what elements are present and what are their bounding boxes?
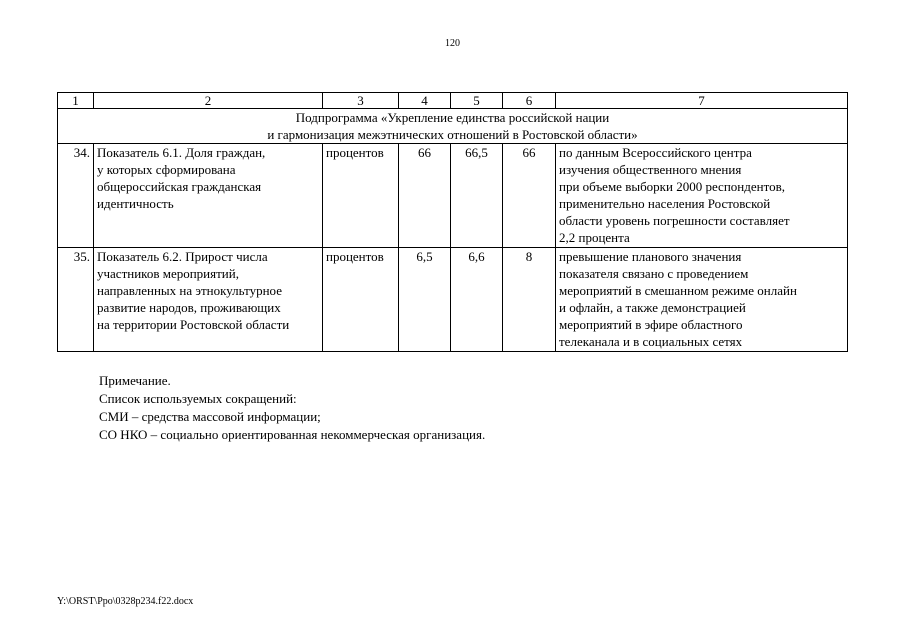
indicator-name-line: участников мероприятий, xyxy=(97,266,239,281)
indicator-name xyxy=(94,144,323,248)
value-col4: 66 xyxy=(399,144,451,248)
indicator-name-line: развитие народов, проживающих xyxy=(97,300,281,315)
indicator-name xyxy=(94,248,323,352)
comment-line: при объеме выборки 2000 респондентов, xyxy=(559,179,785,194)
comment-line: мероприятий в смешанном режиме онлайн xyxy=(559,283,797,298)
comment-line: области уровень погрешности составляет xyxy=(559,213,790,228)
comment-line: изучения общественного мнения xyxy=(559,162,742,177)
comment-cell xyxy=(556,144,848,248)
subprogram-title xyxy=(58,109,848,144)
note-title: Примечание. xyxy=(99,373,171,388)
comment-line: по данным Всероссийского центра xyxy=(559,145,752,160)
indicator-name-line: у которых сформирована xyxy=(97,162,236,177)
header-cell: 5 xyxy=(451,93,503,109)
indicator-name-line: направленных на этнокультурное xyxy=(97,283,282,298)
comment-cell xyxy=(556,248,848,352)
header-cell: 3 xyxy=(323,93,399,109)
value-col4: 6,5 xyxy=(399,248,451,352)
comment-line: применительно населения Ростовской xyxy=(559,196,771,211)
row-number: 35. xyxy=(58,248,94,352)
header-cell: 1 xyxy=(58,93,94,109)
unit-cell: процентов xyxy=(323,248,399,352)
subprogram-row xyxy=(58,109,848,144)
note-line: СМИ – средства массовой информации; xyxy=(99,409,321,424)
table-row xyxy=(58,144,848,248)
value-col5: 6,6 xyxy=(451,248,503,352)
header-cell: 2 xyxy=(94,93,323,109)
comment-line: превышение планового значения xyxy=(559,249,742,264)
value-col6: 8 xyxy=(503,248,556,352)
comment-line: и офлайн, а также демонстрацией xyxy=(559,300,746,315)
unit-cell: процентов xyxy=(323,144,399,248)
indicators-table xyxy=(57,92,848,352)
comment-line: показателя связано с проведением xyxy=(559,266,749,281)
row-number: 34. xyxy=(58,144,94,248)
comment-line: телеканала и в социальных сетях xyxy=(559,334,743,349)
header-cell: 4 xyxy=(399,93,451,109)
value-col6: 66 xyxy=(503,144,556,248)
note-line: Список используемых сокращений: xyxy=(99,391,297,406)
header-cell: 6 xyxy=(503,93,556,109)
page-number: 120 xyxy=(445,38,460,49)
indicator-name-line: идентичность xyxy=(97,196,174,211)
note-block xyxy=(99,372,485,444)
indicator-name-line: Показатель 6.2. Прирост числа xyxy=(97,249,268,264)
indicator-name-line: общероссийская гражданская xyxy=(97,179,262,194)
comment-line: мероприятий в эфире областного xyxy=(559,317,743,332)
indicator-name-line: Показатель 6.1. Доля граждан, xyxy=(97,145,266,160)
indicator-name-line: на территории Ростовской области xyxy=(97,317,290,332)
value-col5: 66,5 xyxy=(451,144,503,248)
table-row xyxy=(58,248,848,352)
comment-line: 2,2 процента xyxy=(559,230,630,245)
subprogram-line: Подпрограмма «Укрепление единства российской нации xyxy=(295,110,610,125)
file-path-footer: Y:\ORST\Ppo\0328p234.f22.docx xyxy=(57,596,194,607)
table-header-row xyxy=(58,93,848,109)
header-cell: 7 xyxy=(556,93,848,109)
note-line: СО НКО – социально ориентированная некоммерческая организация. xyxy=(99,427,486,442)
subprogram-line: и гармонизация межэтнических отношений в Ростовской области» xyxy=(267,127,638,142)
